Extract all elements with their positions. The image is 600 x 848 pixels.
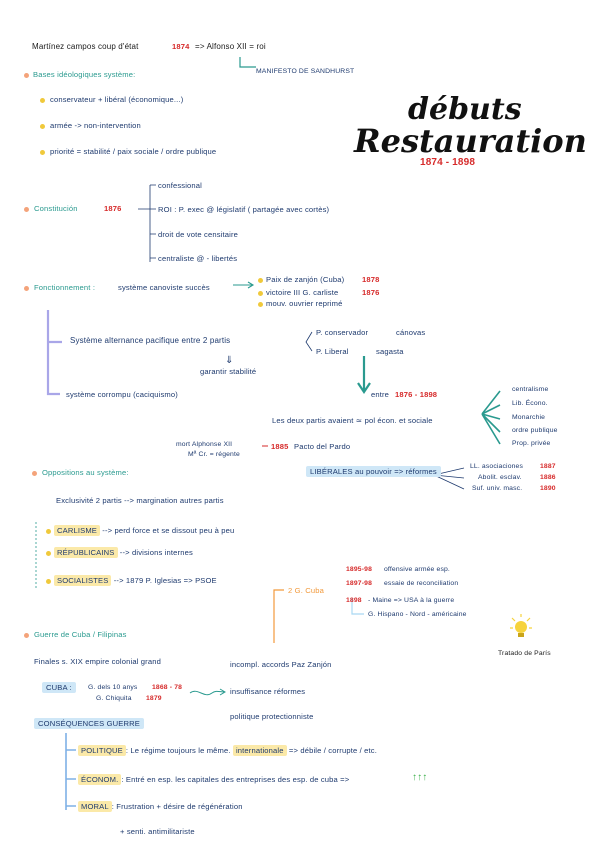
between-years: 1876 - 1898	[395, 390, 438, 399]
consequences-heading-text: CONSÉQUENCES GUERRE	[34, 718, 144, 729]
reform-text: LL. asociaciones	[470, 463, 524, 470]
opposition-row	[54, 576, 217, 585]
bases-item: armée -> non-intervention	[50, 121, 141, 130]
pardo: Pacto del Pardo	[294, 442, 351, 451]
result-year: 1876	[362, 288, 380, 297]
politique-highlight: internationale	[233, 745, 287, 756]
regente: Mª Cr. = régente	[188, 451, 240, 458]
bases-item: priorité = stabilité / paix sociale / ordre publique	[50, 147, 217, 156]
bullet-dot	[40, 98, 45, 103]
fonctionnement-system: système canoviste succès	[118, 283, 210, 292]
similar-item: centralisme	[512, 386, 549, 393]
constitution-heading: Constitución	[34, 204, 78, 213]
reform-text: Abolit. esclav.	[478, 474, 522, 481]
exclusivite: Exclusivité 2 partis --> margination autres partis	[56, 496, 224, 505]
cuba-war-text: G. Chiquita	[96, 695, 132, 702]
reform-year: 1887	[540, 463, 556, 470]
bullet-dot	[32, 471, 37, 476]
constitution-item: confessional	[158, 181, 203, 190]
cuba-war-text: G. dels 10 anys	[88, 684, 138, 691]
party-leader: sagasta	[376, 347, 404, 356]
title-restauration: Restauration	[354, 122, 587, 160]
cuba-war-year: 1868 - 78	[152, 684, 183, 691]
intro-martinez: Martínez campos coup d'état	[32, 42, 139, 51]
cuba-event-year: 1898	[346, 597, 362, 604]
bases-item: conservateur + libéral (économique...)	[50, 95, 184, 104]
tratado: Tratado de París	[498, 650, 551, 657]
consequence-moral	[78, 802, 243, 811]
politique-label: POLITIQUE	[78, 745, 126, 756]
carlisme-text: --> perd force et se dissout peu à peu	[102, 526, 235, 535]
constitution-item: centraliste @ - libertés	[158, 254, 238, 263]
moral-text: : Frustration + désire de régénération	[111, 802, 243, 811]
intro-coup-year: 1874	[172, 42, 190, 51]
opposition-row	[54, 526, 234, 535]
econom-text: : Entré en esp. les capitales des entreprises des esp. de cuba =>	[121, 775, 350, 784]
garantir: garantir stabilité	[200, 367, 257, 376]
hispano-war: G. Hispano - Nord - américaine	[368, 611, 467, 618]
incumpl: incompl. accords Paz Zanjón	[230, 660, 332, 669]
protectionniste: politique protectionniste	[230, 712, 314, 721]
republicains-text: --> divisions internes	[119, 548, 193, 557]
oppositions-heading: Oppositions au système:	[42, 468, 129, 477]
liberales	[306, 467, 441, 476]
alternance: Système alternance pacifique entre 2 partis	[70, 336, 231, 345]
politique-rest: => débile / corrupte / etc.	[286, 746, 377, 755]
party-name: P. conservador	[316, 328, 369, 337]
party-name: P. Liberal	[316, 347, 349, 356]
title-years: 1874 - 1898	[420, 157, 476, 168]
cuba-heading: Guerre de Cuba / Filipinas	[34, 630, 127, 639]
fonctionnement-heading: Fonctionnement :	[34, 283, 96, 292]
cuba-event-text: essaie de reconciliation	[384, 580, 459, 587]
corrupt: système corrompu (caciquismo)	[66, 390, 178, 399]
title-debuts: débuts	[408, 92, 522, 127]
bullet-dot	[40, 150, 45, 155]
sentiment: + senti. antimilitariste	[120, 827, 195, 836]
bullet-dot	[24, 73, 29, 78]
between-label: entre	[371, 390, 390, 399]
similar-item: Lib. Écono.	[512, 400, 548, 407]
socialistes-label: SOCIALISTES	[54, 575, 111, 586]
arrows-up: ↑↑↑	[412, 772, 428, 783]
intro-manifesto: MANIFESTO DE SANDHURST	[256, 68, 355, 75]
bullet-dot	[46, 529, 51, 534]
republicains-label: RÉPUBLICAINS	[54, 547, 118, 558]
liberales-text: LIBÉRALES au pouvoir => réformes	[306, 466, 441, 477]
bullet-dot	[46, 551, 51, 556]
both-parties: Les deux partis avaient ≃ pol écon. et sociale	[272, 416, 433, 425]
result-year: 1878	[362, 275, 380, 284]
cuba-event-year: 1897-98	[346, 580, 372, 587]
reform-text: Suf. univ. masc.	[472, 485, 523, 492]
moral-label: MORAL	[78, 801, 112, 812]
similar-item: ordre publique	[512, 427, 558, 434]
econom-label: ÉCONOM.	[78, 774, 121, 785]
constitution-item: ROI : P. exec @ législatif ( partagée avec cortès)	[158, 205, 330, 214]
bases-heading: Bases idéologiques système:	[33, 70, 136, 79]
similar-item: Prop. privée	[512, 440, 551, 447]
cuba-label	[42, 683, 76, 692]
consequence-econom	[78, 775, 349, 784]
cuba-war-year: 1879	[146, 695, 162, 702]
double-arrow: ⇓	[225, 355, 234, 366]
bullet-dot	[24, 207, 29, 212]
consequence-politique	[78, 746, 377, 755]
cuba-event-year: 1895-98	[346, 566, 372, 573]
consequences-heading	[34, 719, 144, 728]
constitution-year: 1876	[104, 204, 122, 213]
cuba-event-text: - Maine => USA à la guerre	[368, 597, 455, 604]
constitution-item: droit de vote censitaire	[158, 230, 239, 239]
finales: Finales s. XIX empire colonial grand	[34, 657, 161, 666]
insuffisance: insuffisance réformes	[230, 687, 306, 696]
bullet-dot	[258, 291, 263, 296]
intro-alfonso: => Alfonso XII = roi	[195, 42, 266, 51]
result-text: victoire III G. carliste	[266, 288, 339, 297]
bullet-dot	[24, 633, 29, 638]
similar-item: Monarchie	[512, 414, 546, 421]
reform-year: 1890	[540, 485, 556, 492]
reform-year: 1886	[540, 474, 556, 481]
bullet-dot	[258, 302, 263, 307]
cuba-event-text: offensive armée esp.	[384, 566, 450, 573]
cuba-label-text: CUBA :	[42, 682, 76, 693]
politique-text: : Le régime toujours le même.	[125, 746, 231, 755]
carlisme-label: CARLISME	[54, 525, 100, 536]
g2-cuba: 2 G. Cuba	[288, 586, 324, 595]
socialistes-text: --> 1879 P. Iglesias => PSOE	[113, 576, 217, 585]
bullet-dot	[24, 286, 29, 291]
pardo-year: 1885	[271, 442, 289, 451]
death-king: mort Alphonse XII	[176, 441, 233, 448]
bullet-dot	[40, 124, 45, 129]
result-text: mouv. ouvrier reprimé	[266, 299, 343, 308]
result-text: Paix de zanjón (Cuba)	[266, 275, 345, 284]
bullet-dot	[258, 278, 263, 283]
party-leader: cánovas	[396, 328, 426, 337]
opposition-row	[54, 548, 193, 557]
bullet-dot	[46, 579, 51, 584]
